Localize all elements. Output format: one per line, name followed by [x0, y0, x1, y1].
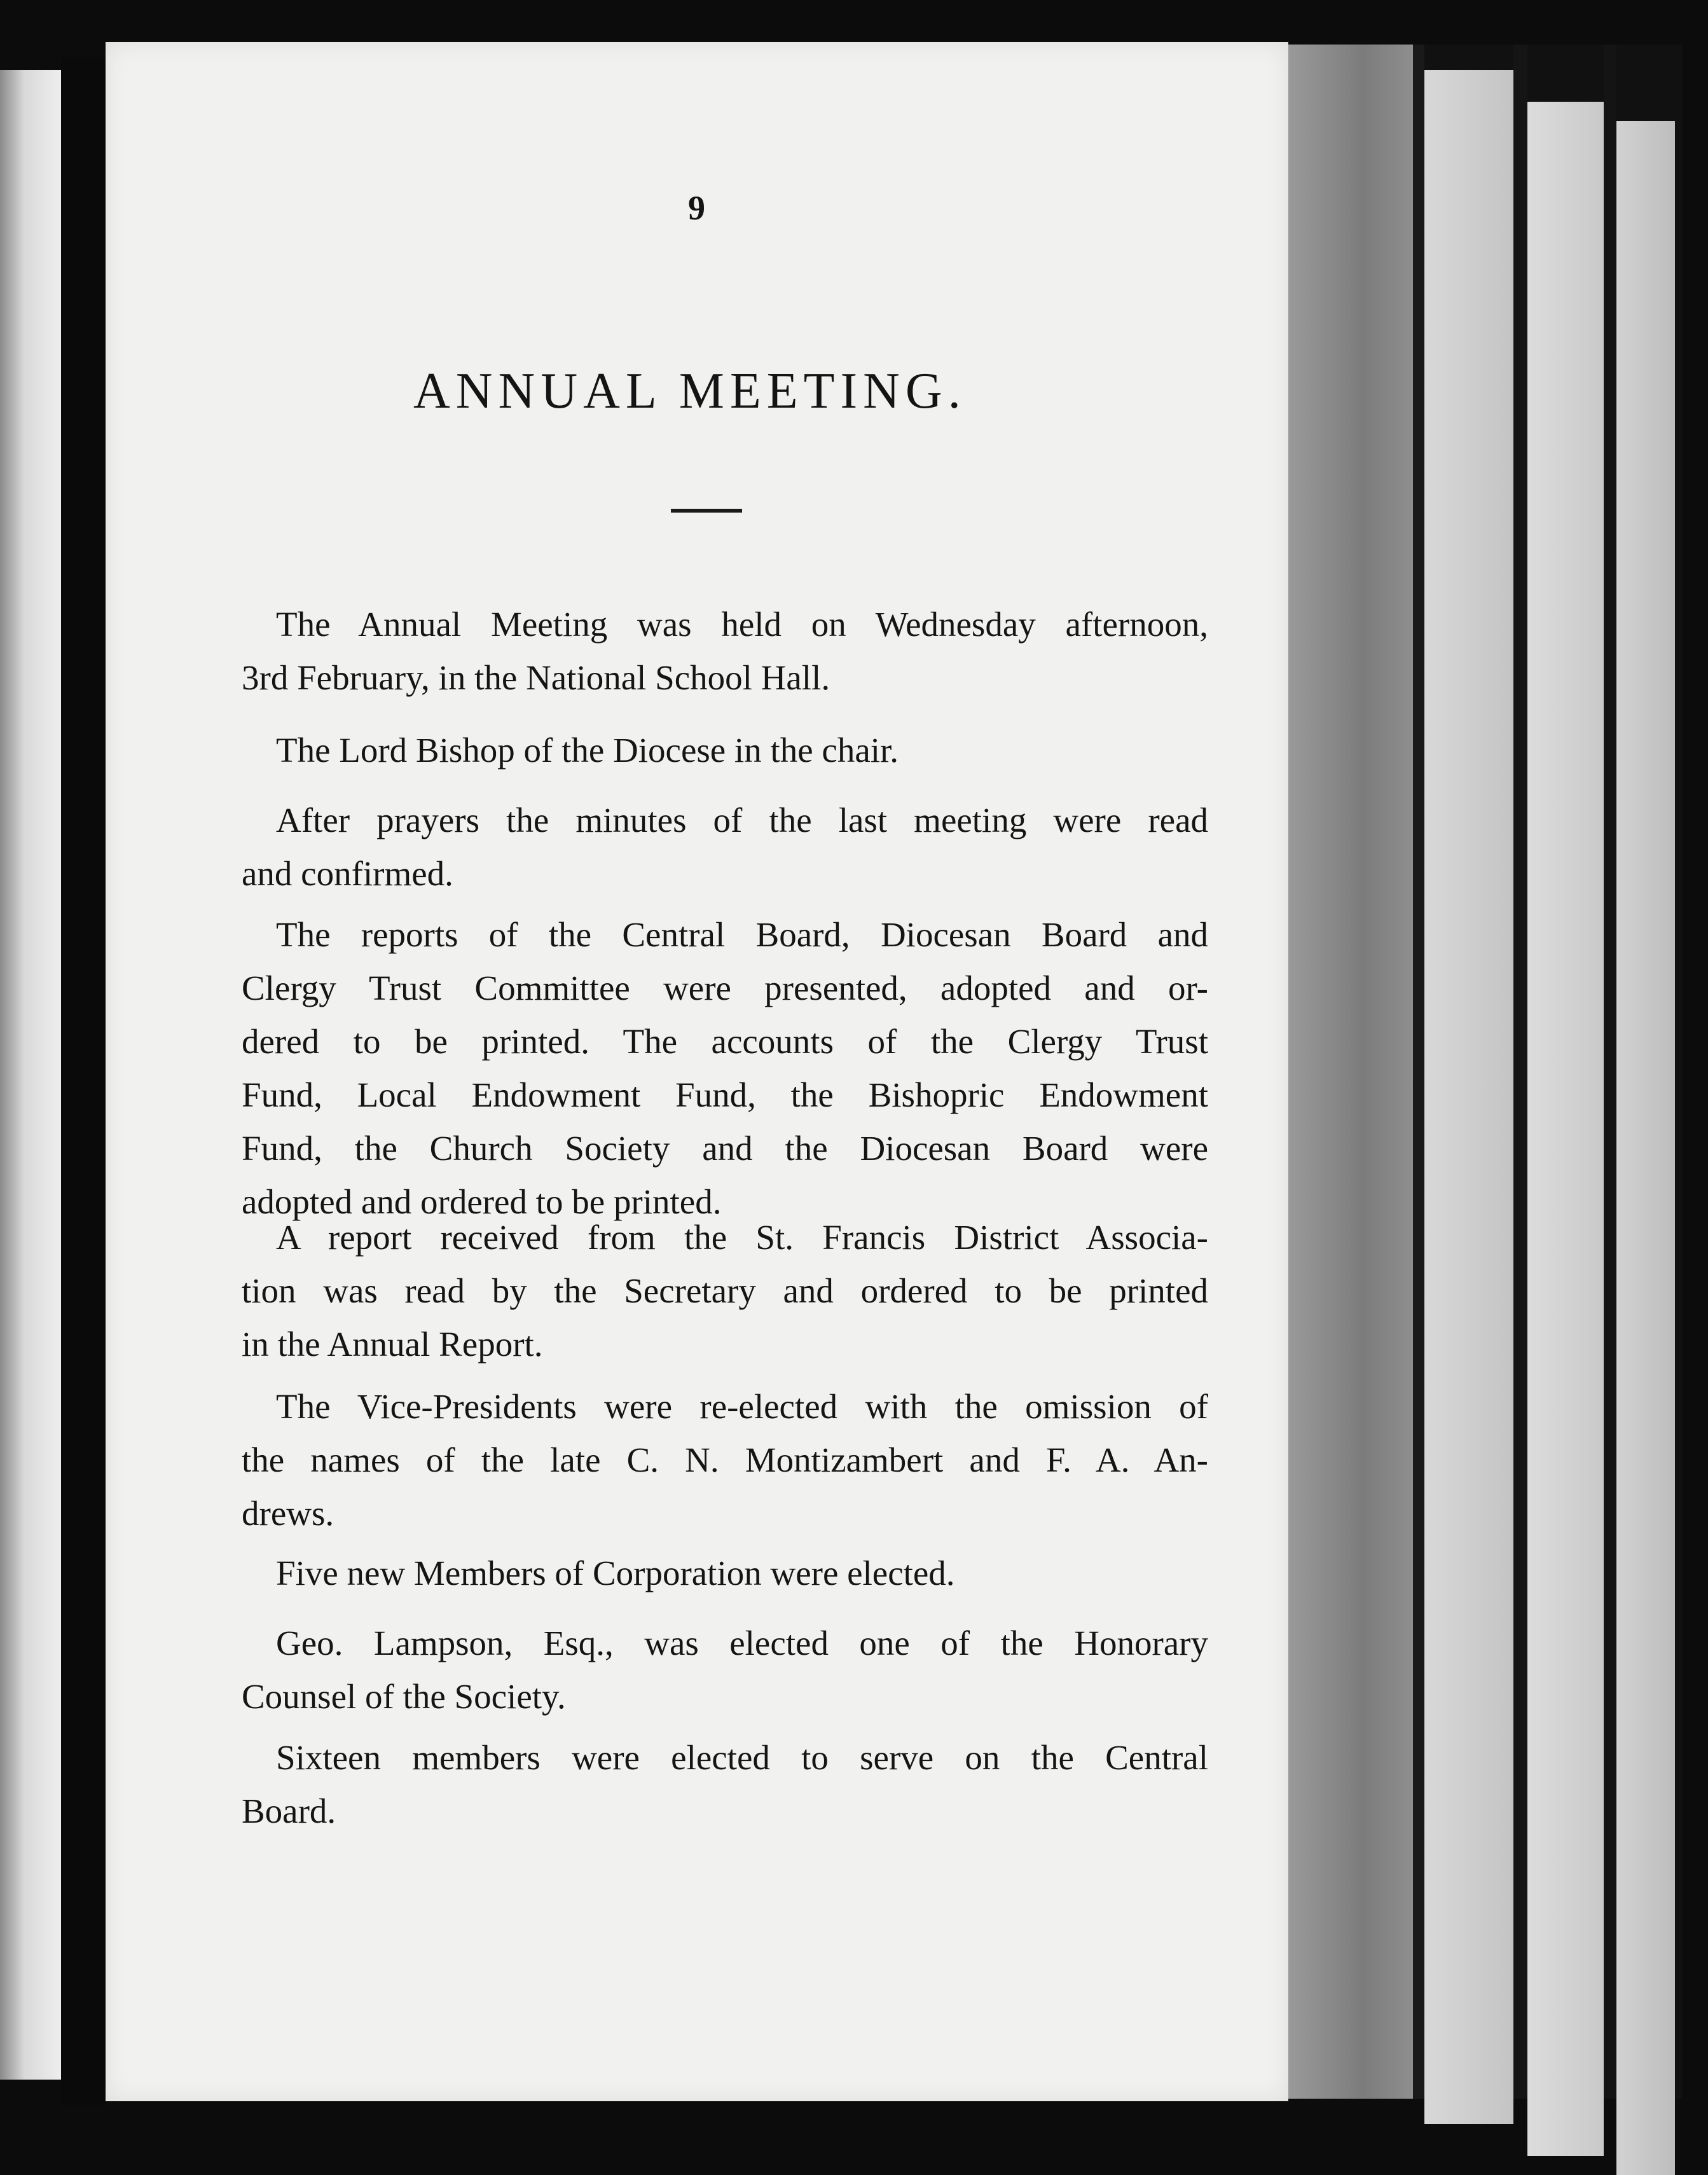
- text-line: adopted and ordered to be printed.: [242, 1182, 722, 1221]
- paragraph-central-board: [242, 1731, 1208, 1838]
- book-gutter: [61, 57, 106, 2105]
- text-line: Geo. Lampson, Esq., was elected one of the Honorary: [276, 1624, 1208, 1662]
- text-line: in the Annual Report.: [242, 1325, 543, 1364]
- paragraph-chair: [242, 724, 1208, 777]
- page-edge-gap: [1413, 45, 1424, 2099]
- paragraph-reports: [242, 908, 1208, 1229]
- paragraph-honorary-counsel: [242, 1617, 1208, 1723]
- text-line: Board.: [242, 1792, 336, 1830]
- text-line: the names of the late C. N. Montizambert and F. A. An-: [242, 1440, 1208, 1479]
- left-page-edge: [0, 70, 61, 2080]
- paragraph-vice-presidents: [242, 1380, 1208, 1540]
- text-line: After prayers the minutes of the last meeting were read: [276, 801, 1208, 839]
- page-edge-gap: [1604, 45, 1616, 2099]
- page-block-edges: [1288, 45, 1683, 2099]
- text-line: The Vice-Presidents were re-elected with the omission of: [276, 1387, 1208, 1426]
- page-edge-strip: [1288, 45, 1413, 2099]
- text-line: Sixteen members were elected to serve on the Central: [276, 1738, 1208, 1777]
- text-line: Five new Members of Corporation were elected.: [276, 1554, 955, 1592]
- paragraph-prayers: [242, 794, 1208, 901]
- text-line: The Lord Bishop of the Diocese in the chair.: [276, 731, 899, 770]
- paragraph-district-report: [242, 1211, 1208, 1371]
- text-line: A report received from the St. Francis District Associa-: [276, 1218, 1208, 1257]
- text-line: Clergy Trust Committee were presented, adopted and or-: [242, 969, 1208, 1007]
- text-line: Fund, the Church Society and the Diocesan Board were: [242, 1129, 1208, 1168]
- page-edge-strip: [1424, 70, 1513, 2124]
- text-line: Fund, Local Endowment Fund, the Bishopric Endowment: [242, 1075, 1208, 1114]
- page-edge-strip: [1616, 121, 1675, 2175]
- paragraph-new-members: [242, 1547, 1208, 1600]
- page-number: 9: [688, 189, 705, 227]
- text-line: dered to be printed. The accounts of the Clergy Trust: [242, 1022, 1208, 1061]
- text-line: drews.: [242, 1494, 334, 1533]
- page-edge-strip: [1527, 102, 1604, 2156]
- paragraph-meeting-held: [242, 598, 1208, 705]
- page-heading: ANNUAL MEETING.: [413, 363, 967, 419]
- text-line: Counsel of the Society.: [242, 1677, 566, 1716]
- text-line: The reports of the Central Board, Diocesan Board and: [276, 915, 1208, 954]
- text-line: and confirmed.: [242, 854, 453, 893]
- text-line: 3rd February, in the National School Hall.: [242, 658, 830, 697]
- text-line: tion was read by the Secretary and ordered to be printed: [242, 1271, 1208, 1310]
- text-line: The Annual Meeting was held on Wednesday afternoon,: [276, 605, 1208, 644]
- heading-rule: [671, 509, 742, 513]
- page-edge-gap: [1513, 45, 1527, 2099]
